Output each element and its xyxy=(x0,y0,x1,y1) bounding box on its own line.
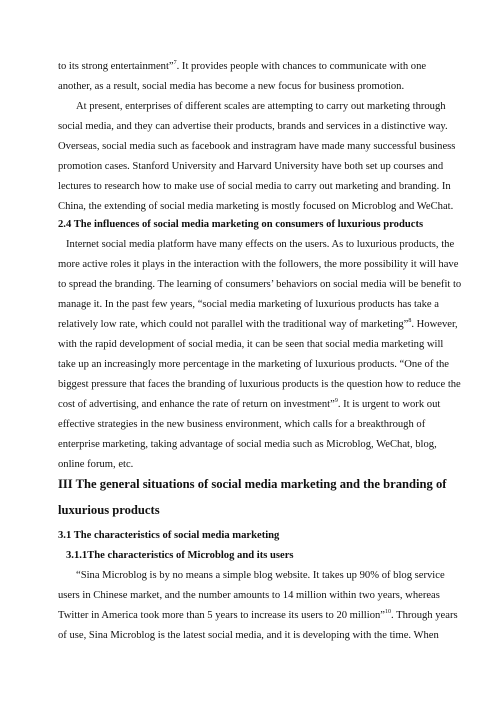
chapter-heading-line-2: luxurious products xyxy=(58,503,160,517)
paragraph-3-line-3: to spread the branding. The learning of consumers’ behaviors on social media will be benefit to xyxy=(58,279,462,290)
section-heading-3-1: 3.1 The characteristics of social media marketing xyxy=(58,530,280,541)
paragraph-1-line-1 xyxy=(58,60,426,74)
section-heading-2-4: 2.4 The influences of social media marketing on consumers of luxurious products xyxy=(58,219,424,230)
paragraph-2-line-2: social media, and they can advertise their products, brands and services in a distinctive way. xyxy=(58,121,448,132)
paragraph-2-line-4: promotion cases. Stanford University and Harvard University have both set up courses and xyxy=(58,161,444,172)
paragraph-3-line-2: more active roles it plays in the interaction with the followers, the more possibility it will have xyxy=(58,259,459,270)
paragraph-3-line-10: effective strategies in the new business environment, which calls for a breakthrough of xyxy=(58,419,426,430)
paragraph-3-line-5 xyxy=(58,318,458,332)
paragraph-3-line-9 xyxy=(58,398,440,412)
paragraph-2-line-6: China, the extending of social media marketing is mostly focused on Microblog and WeChat. xyxy=(58,201,454,212)
footnote-ref: 10 xyxy=(385,609,391,615)
paragraph-3-line-8: biggest pressure that faces the branding of luxurious products is the question how to reduce the xyxy=(58,379,461,390)
paragraph-4-line-2: users in Chinese market, and the number amounts to 14 million within two years, whereas xyxy=(58,590,440,601)
paragraph-3-line-12: online forum, etc. xyxy=(58,459,134,470)
text: cost of advertising, and enhance the rate of return on investment” xyxy=(58,399,335,410)
chapter-heading-line-1: III The general situations of social media marketing and the branding of xyxy=(58,477,447,491)
paragraph-3-line-4: manage it. In the past few years, “social media marketing of luxurious products has take a xyxy=(58,299,439,310)
paragraph-2-line-3: Overseas, social media such as facebook and instragram have made many successful business xyxy=(58,141,456,152)
subsection-heading-3-1-1: 3.1.1The characteristics of Microblog and its users xyxy=(66,550,294,561)
paragraph-1-line-2: another, as a result, social media has become a new focus for business promotion. xyxy=(58,81,405,92)
paragraph-4-line-4: of use, Sina Microblog is the latest social media, and it is developing with the time. When xyxy=(58,630,439,641)
text: relatively low rate, which could not parallel with the traditional way of marketing” xyxy=(58,319,409,330)
footnote-ref: 7 xyxy=(173,60,177,66)
footnote-ref: 8 xyxy=(408,318,412,324)
text: . It provides people with chances to communicate with one xyxy=(176,61,427,72)
paragraph-2-line-1: At present, enterprises of different scales are attempting to carry out marketing through xyxy=(76,101,446,112)
text: . It is urgent to work out xyxy=(337,399,441,410)
text: Twitter in America took more than 5 years to increase its users to 20 million” xyxy=(58,610,385,621)
text: . Through years xyxy=(391,610,458,621)
paragraph-3-line-6: with the rapid development of social media, it can be seen that social media marketing will xyxy=(58,339,444,350)
paragraph-3-line-11: enterprise marketing, taking advantage of social media such as Microblog, WeChat, blog, xyxy=(58,439,437,450)
paragraph-2-line-5: lectures to research how to make use of social media to carry out marketing and branding. In xyxy=(58,181,451,192)
text: . However, xyxy=(411,319,458,330)
text: to its strong entertainment” xyxy=(58,61,174,72)
paragraph-4-line-1: “Sina Microblog is by no means a simple blog website. It takes up 90% of blog service xyxy=(76,570,445,581)
paragraph-3-line-7: take up an increasingly more percentage in the marketing of luxurious products. “One of the xyxy=(58,359,449,370)
paragraph-4-line-3 xyxy=(58,609,458,623)
paragraph-3-line-1: Internet social media platform have many effects on the users. As to luxurious products, the xyxy=(66,239,455,250)
footnote-ref: 9 xyxy=(334,398,338,404)
